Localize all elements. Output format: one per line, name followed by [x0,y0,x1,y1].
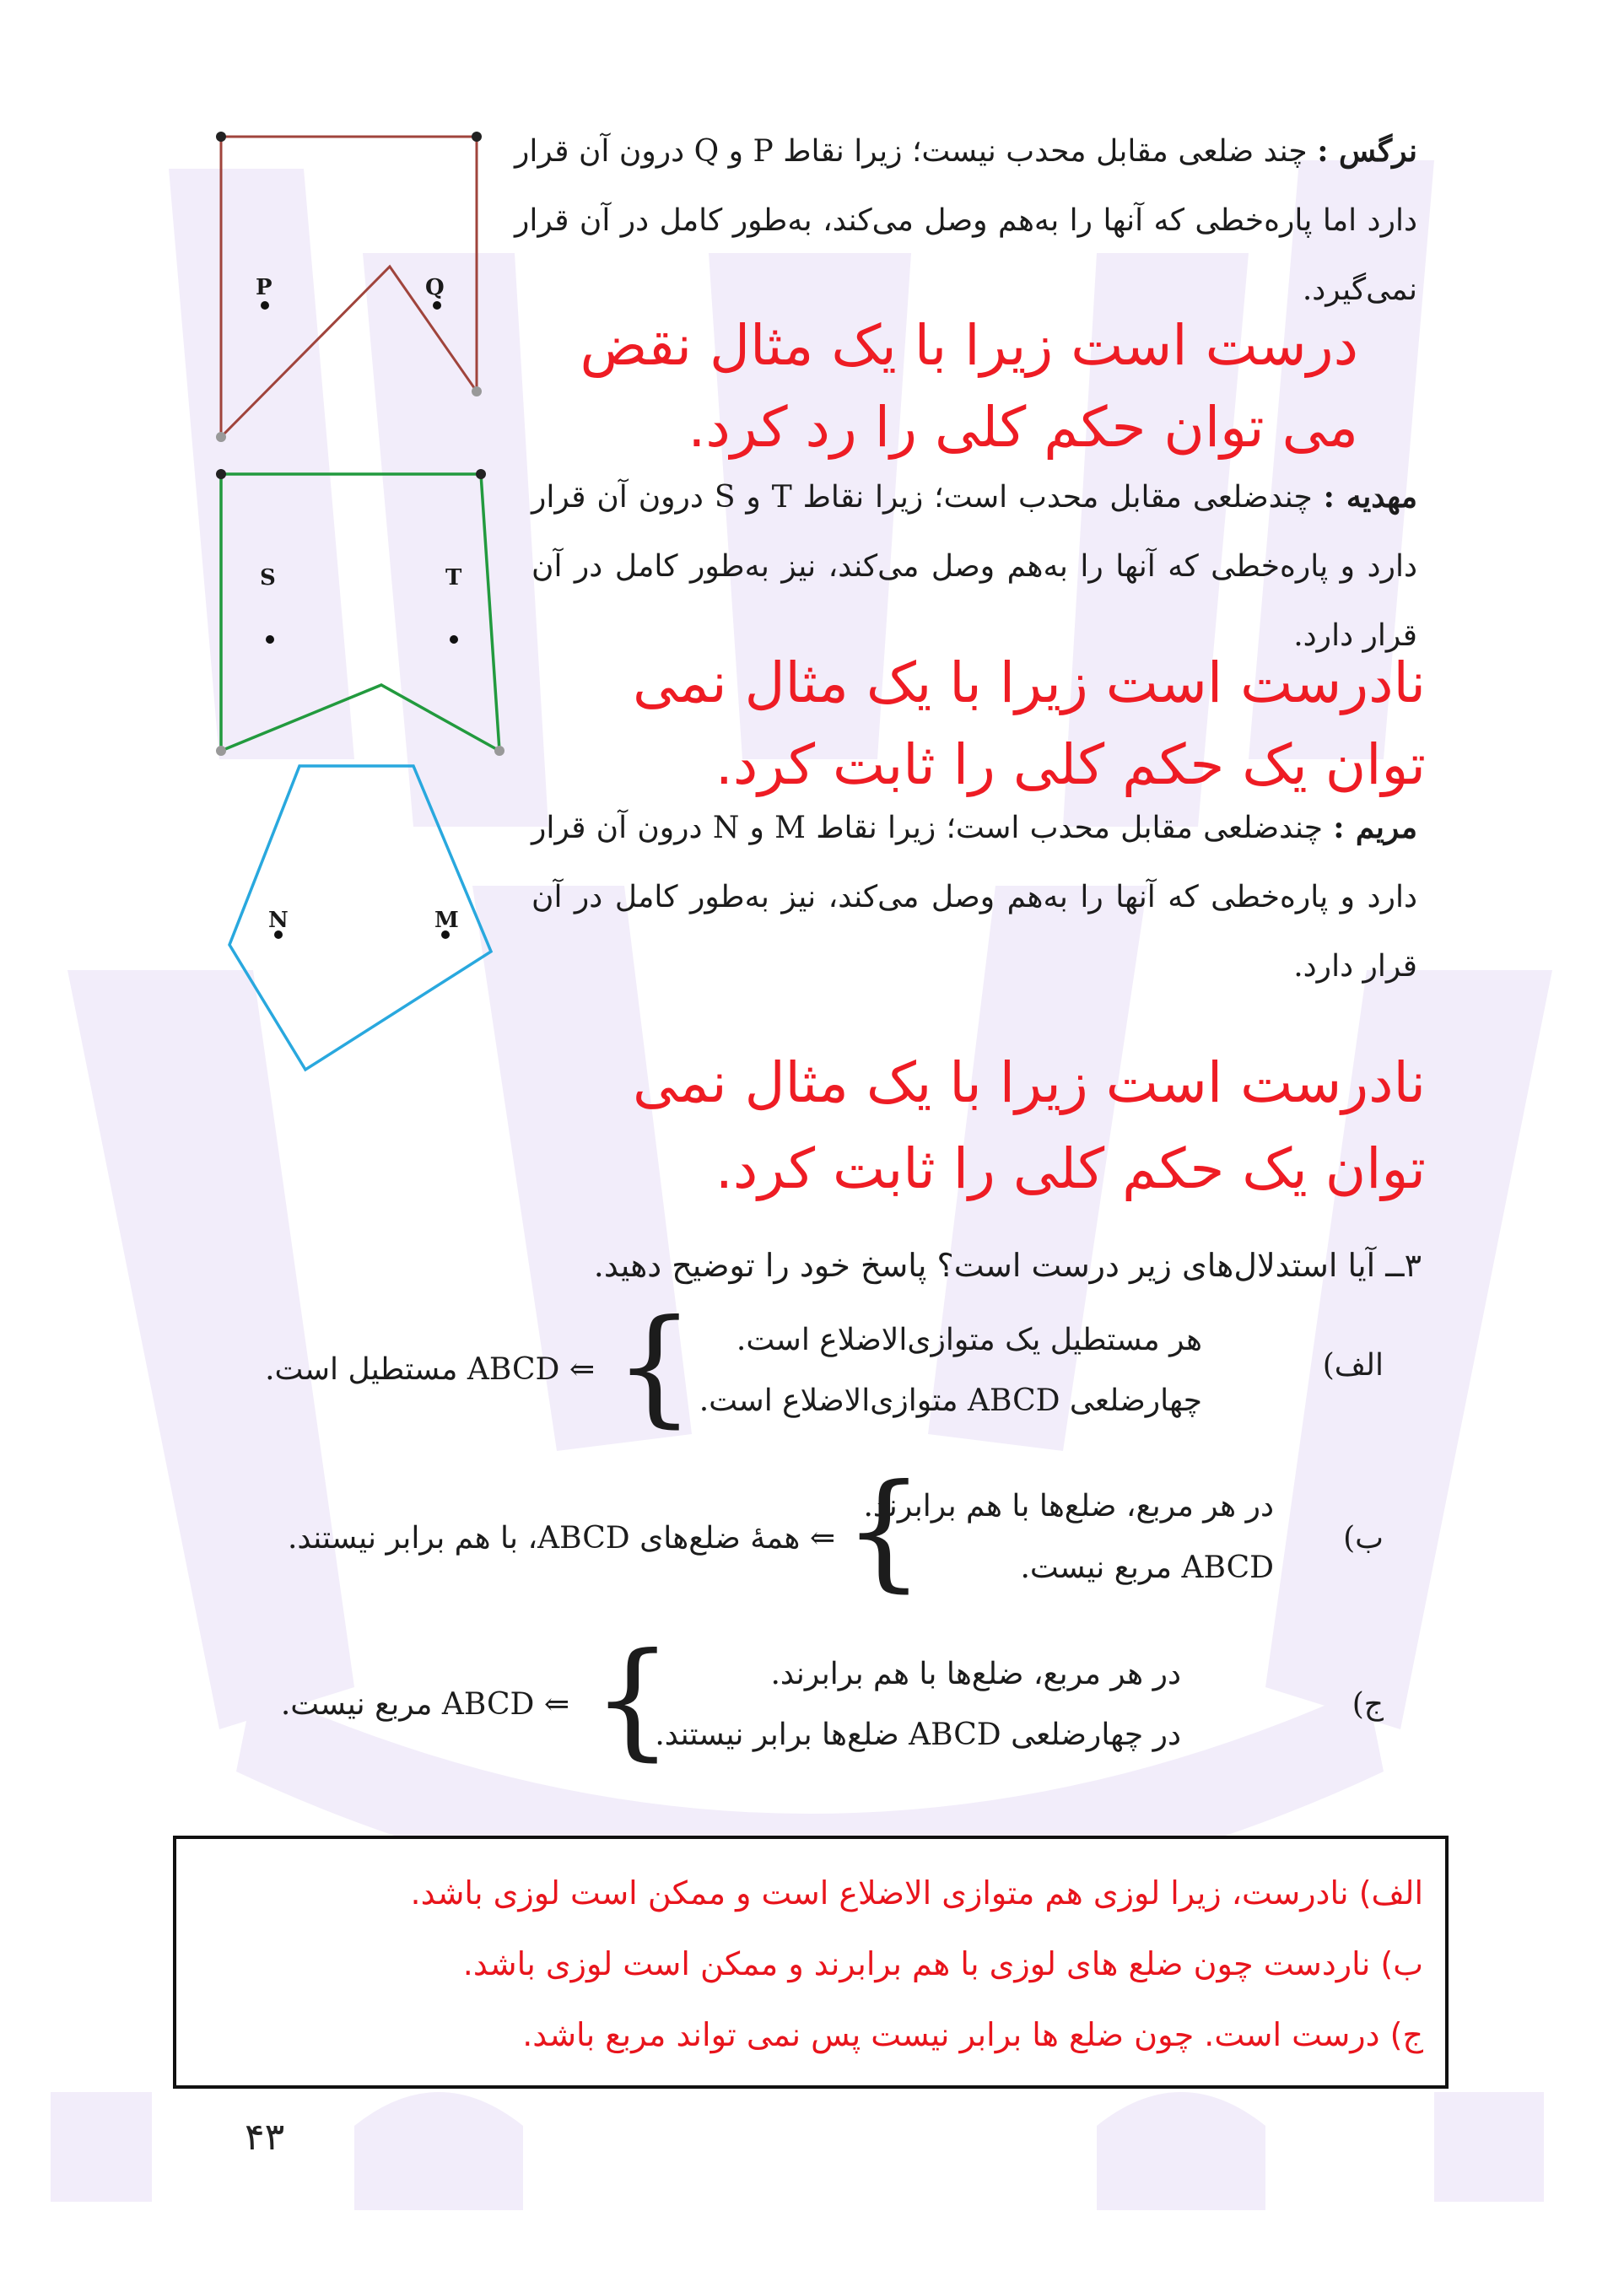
annotation-1-line-1: درست است زیرا با یک مثال نقض [580,313,1358,378]
mahdieh-text: چندضلعی مقابل محدب است؛ زیرا نقاط T و S درون آن قرار دارد و پاره‌خطی که آنها را به‌هم وصل می‌کند، نیز به‌طور کامل در آن قرار دارد. [531,480,1418,653]
polygon-figure-mn [211,751,515,1088]
polygon-figure-st [202,456,523,776]
answer-a: الف) نادرست، زیرا لوزی هم متوازی الاضلاع است و ممکن است لوزی باشد. [410,1874,1423,1912]
part-a-label: الف) [1322,1348,1384,1383]
mahdieh-name: مهدیه : [1323,479,1418,515]
point-label-t: T [445,565,462,591]
narges-text: چند ضلعی مقابل محدب نیست؛ زیرا نقاط P و Q درون آن قرار دارد اما پاره‌خطی که آنها را به‌هم وصل می‌کند، به‌طور کامل در آن قرار نمی‌گیرد. [515,134,1417,307]
part-c-premise-1: در هر مربع، ضلع‌ها با هم برابرند. [770,1657,1181,1691]
annotation-3-line-2: توان یک حکم کلی را ثابت کرد. [715,1136,1426,1201]
part-b-label: ب) [1343,1521,1384,1556]
part-c-conclusion: ⇐ ABCD مربع نیست. [280,1687,569,1722]
part-b-brace: { [844,1458,925,1604]
part-c-brace: { [592,1626,673,1773]
part-c-premise-2: در چهارضلعی ABCD ضلع‌ها برابر نیستند. [655,1718,1181,1752]
part-a-premise-1: هر مستطیل یک متوازی‌الاضلاع است. [736,1323,1202,1357]
part-b-premise-1: در هر مربع، ضلع‌ها با هم برابرند. [863,1489,1274,1524]
answer-box [173,1836,1449,2089]
maryam-paragraph [531,793,1417,1001]
maryam-name: مریم : [1333,810,1417,845]
part-b-premise-2: ABCD مربع نیست. [1020,1550,1274,1585]
part-a-premise-2: چهارضلعی ABCD متوازی‌الاضلاع است. [699,1383,1202,1418]
part-b-conclusion: ⇐ همهٔ ضلع‌های ABCD، با هم برابر نیستند. [287,1521,835,1556]
point-label-s: S [260,565,276,591]
annotation-1-line-2: می توان حکم کلی را رد کرد. [688,395,1358,460]
narges-name: نرگس : [1317,133,1417,169]
annotation-2-line-1: نادرست است زیرا با یک مثال نمی [633,650,1426,715]
answer-b: ب) ناردست چون ضلع های لوزی با هم برابرند و ممکن است لوزی باشد. [462,1945,1423,1982]
part-a-conclusion: ⇐ ABCD مستطیل است. [265,1352,595,1387]
point-label-p: P [256,275,272,300]
page-number: ۴۳ [245,2116,285,2159]
answer-c: ج) درست است. چون ضلع ها برابر نیست پس نمی تواند مربع باشد. [522,2016,1423,2053]
annotation-3-line-1: نادرست است زیرا با یک مثال نمی [633,1050,1426,1115]
question-3-prompt: ۳ــ آیا استدلال‌های زیر درست است؟ پاسخ خود را توضیح دهید. [593,1247,1422,1284]
part-c-label: ج) [1352,1687,1384,1722]
maryam-text: چندضلعی مقابل محدب است؛ زیرا نقاط M و N درون آن قرار دارد و پاره‌خطی که آنها را به‌هم وصل می‌کند، نیز به‌طور کامل در آن قرار دارد. [531,811,1418,984]
point-label-n: N [268,908,289,933]
part-a-brace: { [614,1293,695,1440]
annotation-2-line-2: توان یک حکم کلی را ثابت کرد. [715,732,1426,797]
narges-paragraph [515,116,1417,325]
polygon-figure-pq [202,118,506,456]
point-label-m: M [434,908,459,933]
point-label-q: Q [425,275,445,300]
